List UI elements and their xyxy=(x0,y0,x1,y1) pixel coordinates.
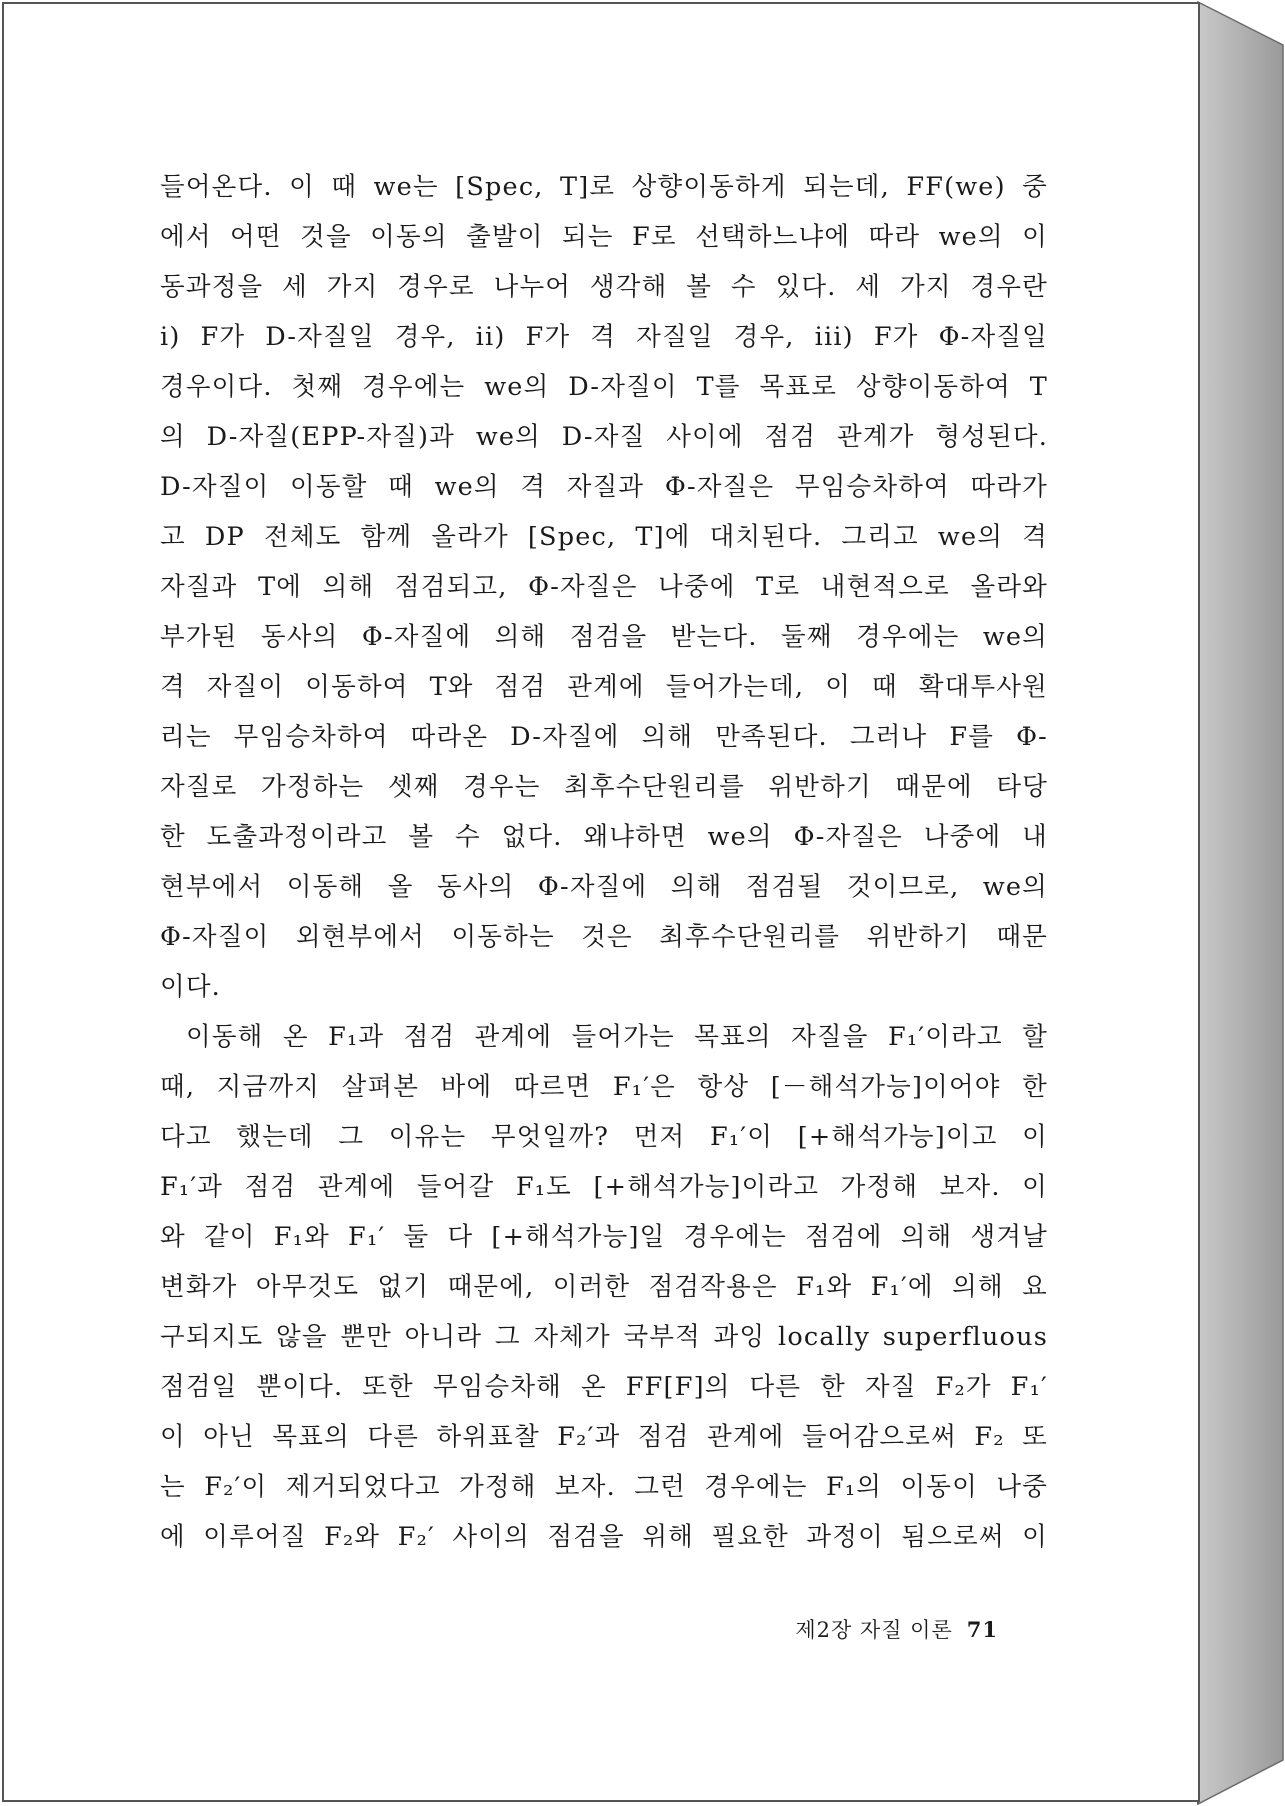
page-footer xyxy=(795,1614,998,1644)
text-line: 에서 어떤 것을 이동의 출발이 되는 F로 선택하느냐에 따라 we의 이 xyxy=(160,222,1048,252)
body-text xyxy=(160,162,1048,1562)
text-line: 이 아닌 목표의 다른 하위표찰 F₂′과 점검 관계에 들어감으로써 F₂ 또 xyxy=(160,1422,1048,1452)
text-line: 때, 지금까지 살펴본 바에 따르면 F₁′은 항상 [－해석가능]이어야 한 xyxy=(160,1072,1048,1102)
text-line: Φ-자질이 외현부에서 이동하는 것은 최후수단원리를 위반하기 때문 xyxy=(160,922,1048,952)
text-line: 와 같이 F₁와 F₁′ 둘 다 [+해석가능]일 경우에는 점검에 의해 생겨날 xyxy=(160,1222,1048,1252)
text-line: 는 F₂′이 제거되었다고 가정해 보자. 그런 경우에는 F₁의 이동이 나중 xyxy=(160,1472,1048,1502)
chapter-title: 제2장 자질 이론 xyxy=(795,1618,953,1642)
text-line: 현부에서 이동해 올 동사의 Φ-자질에 의해 점검될 것이므로, we의 xyxy=(160,872,1048,902)
text-line: 격 자질이 이동하여 T와 점검 관계에 들어가는데, 이 때 확대투사원 xyxy=(160,672,1048,702)
text-line: 한 도출과정이라고 볼 수 없다. 왜냐하면 we의 Φ-자질은 나중에 내 xyxy=(160,822,1048,852)
text-line: 에 이루어질 F₂와 F₂′ 사이의 점검을 위해 필요한 과정이 됨으로써 이 xyxy=(160,1522,1048,1552)
page-number: 71 xyxy=(966,1617,998,1642)
text-line: 이다. xyxy=(160,972,221,1002)
text-line: 자질과 T에 의해 점검되고, Φ-자질은 나중에 T로 내현적으로 올라와 xyxy=(160,572,1048,602)
text-line: 경우이다. 첫째 경우에는 we의 D-자질이 T를 목표로 상향이동하여 T xyxy=(160,372,1048,402)
text-line: 점검일 뿐이다. 또한 무임승차해 온 FF[F]의 다른 한 자질 F₂가 F₁′ xyxy=(160,1372,1048,1402)
text-line: 리는 무임승차하여 따라온 D-자질에 의해 만족된다. 그러나 F를 Φ- xyxy=(160,722,1048,752)
text-line: 변화가 아무것도 없기 때문에, 이러한 점검작용은 F₁와 F₁′에 의해 요 xyxy=(160,1272,1048,1302)
text-line: D-자질이 이동할 때 we의 격 자질과 Φ-자질은 무임승차하여 따라가 xyxy=(160,472,1048,502)
text-line: 동과정을 세 가지 경우로 나누어 생각해 볼 수 있다. 세 가지 경우란 xyxy=(160,272,1048,302)
text-line: 고 DP 전체도 함께 올라가 [Spec, T]에 대치된다. 그리고 we의 격 xyxy=(160,522,1048,552)
text-line: 의 D-자질(EPP-자질)과 we의 D-자질 사이에 점검 관계가 형성된다. xyxy=(160,422,1048,452)
text-line: 들어온다. 이 때 we는 [Spec, T]로 상향이동하게 되는데, FF(we) 중 xyxy=(160,172,1048,202)
text-line: i) F가 D-자질일 경우, ii) F가 격 자질일 경우, iii) F가 Φ-자질일 xyxy=(160,322,1048,352)
text-line: 다고 했는데 그 이유는 무엇일까? 먼저 F₁′이 [+해석가능]이고 이 xyxy=(160,1122,1048,1152)
paragraph-start-line: 이동해 온 F₁과 점검 관계에 들어가는 목표의 자질을 F₁′이라고 할 xyxy=(186,1022,1048,1052)
text-line: 자질로 가정하는 셋째 경우는 최후수단원리를 위반하기 때문에 타당 xyxy=(160,772,1048,802)
text-line: 부가된 동사의 Φ-자질에 의해 점검을 받는다. 둘째 경우에는 we의 xyxy=(160,622,1048,652)
text-line: F₁′과 점검 관계에 들어갈 F₁도 [+해석가능]이라고 가정해 보자. 이 xyxy=(160,1172,1048,1202)
text-line: 구되지도 않을 뿐만 아니라 그 자체가 국부적 과잉 locally superfluous xyxy=(160,1322,1048,1352)
book-page xyxy=(2,2,1200,1802)
